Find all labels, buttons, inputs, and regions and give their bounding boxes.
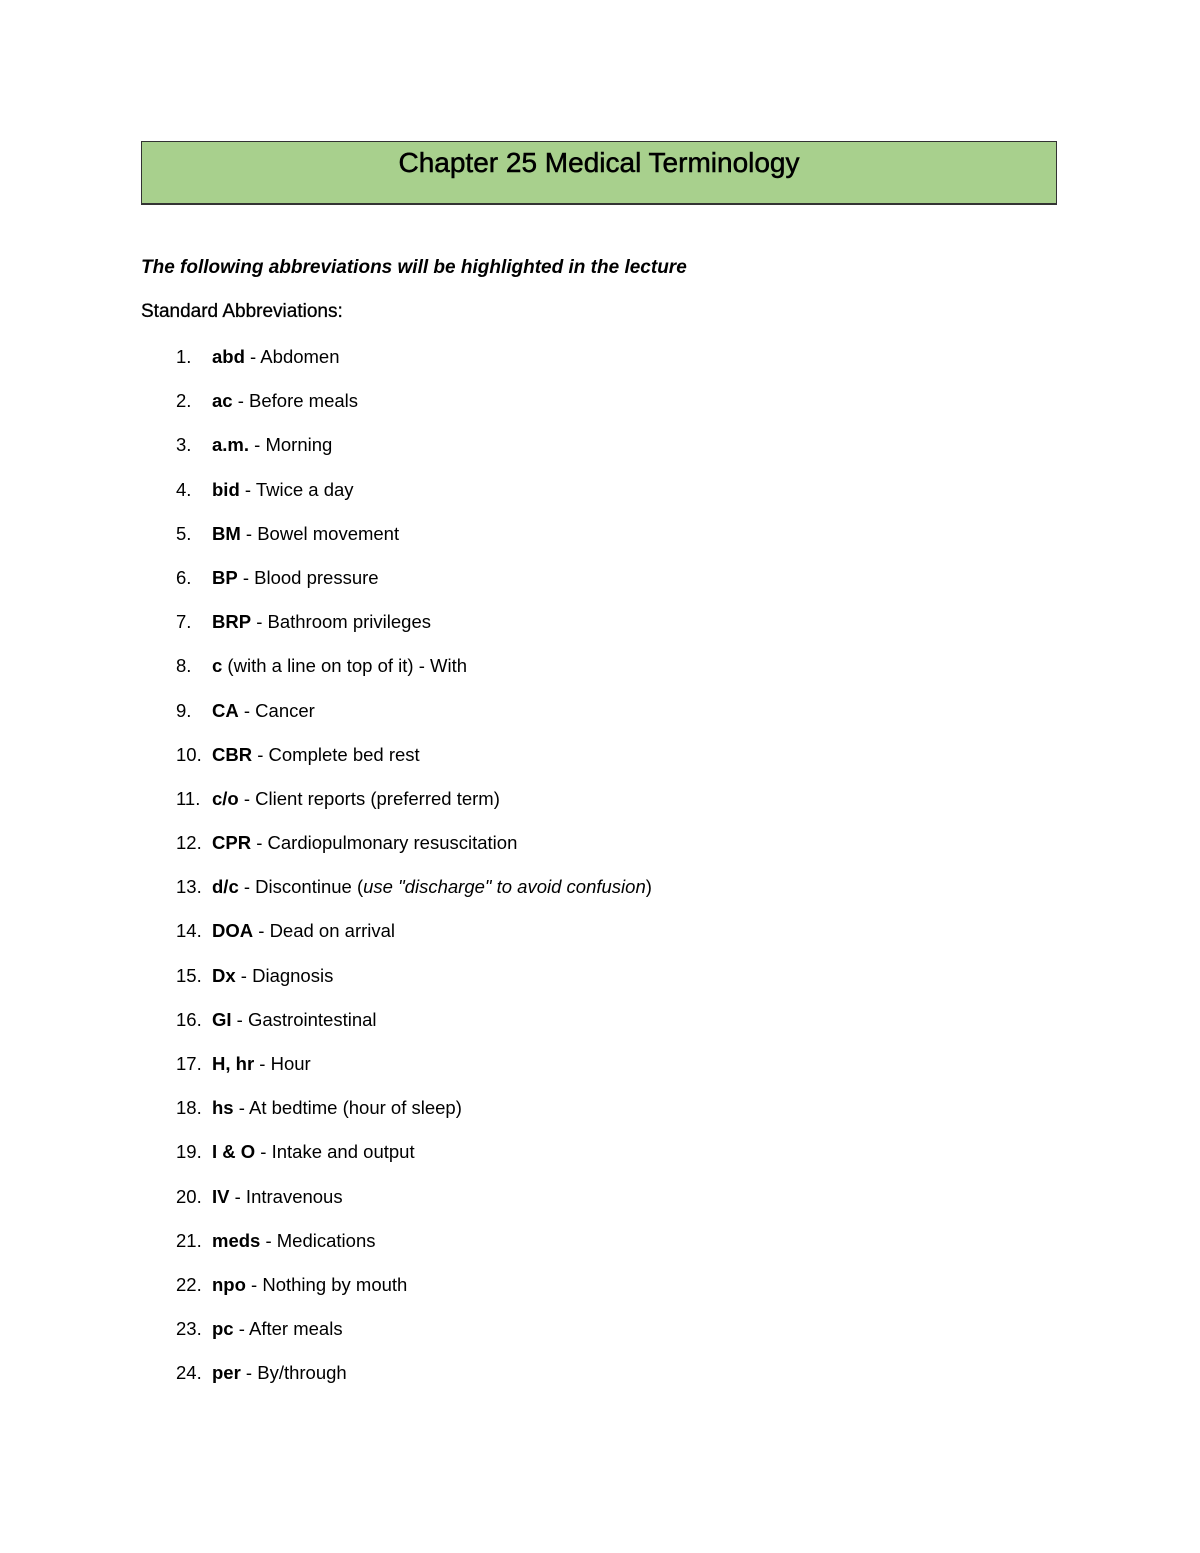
item-note-close: )	[645, 876, 652, 898]
item-meaning: - Cancer	[238, 699, 315, 721]
item-meaning: - Blood pressure	[237, 566, 379, 588]
item-abbreviation: BP	[212, 566, 238, 588]
item-number: 15.	[176, 964, 202, 986]
item-number: 11.	[176, 787, 201, 809]
item-number: 6.	[176, 566, 192, 588]
item-number: 2.	[176, 390, 192, 412]
item-entry	[212, 741, 420, 769]
item-number: 19.	[176, 1141, 202, 1163]
item-abbreviation: CBR	[212, 743, 253, 765]
item-number: 9.	[176, 699, 192, 721]
item-meaning: - Discontinue (	[238, 876, 364, 898]
item-meaning: - Nothing by mouth	[245, 1273, 408, 1295]
item-number: 17.	[176, 1053, 202, 1074]
item-number: 21.	[176, 1229, 202, 1251]
section-heading: Standard Abbreviations:	[141, 301, 343, 322]
item-meaning: - Client reports (preferred term)	[238, 787, 500, 809]
item-entry	[212, 431, 332, 459]
item-meaning: - Gastrointestinal	[231, 1008, 377, 1030]
item-number: 7.	[176, 611, 192, 633]
item-abbreviation: ac	[212, 390, 233, 412]
item-number: 12.	[176, 832, 202, 854]
item-number: 4.	[176, 478, 192, 500]
item-entry	[212, 387, 358, 415]
item-abbreviation: BM	[212, 522, 241, 544]
item-abbreviation: c	[212, 655, 223, 677]
item-abbreviation: meds	[212, 1229, 261, 1251]
item-number: 1.	[176, 346, 192, 367]
item-abbreviation: CA	[212, 699, 239, 721]
item-abbreviation: a.m.	[212, 434, 250, 456]
item-entry	[212, 873, 652, 901]
item-meaning: - Cardiopulmonary resuscitation	[251, 832, 518, 854]
item-abbreviation: d/c	[212, 876, 239, 898]
item-abbreviation: Dx	[212, 964, 236, 986]
item-entry	[212, 343, 340, 371]
item-number: 5.	[176, 522, 192, 544]
item-abbreviation: I & O	[212, 1141, 256, 1163]
item-number: 10.	[176, 743, 202, 765]
item-abbreviation: H, hr	[212, 1053, 255, 1074]
item-meaning: - Morning	[249, 434, 333, 456]
item-entry	[212, 1271, 407, 1299]
item-meaning: - Complete bed rest	[252, 743, 420, 765]
item-entry	[212, 829, 517, 857]
item-note: use "discharge" to avoid confusion	[363, 876, 646, 898]
item-number: 20.	[176, 1185, 202, 1207]
item-entry	[212, 1094, 462, 1122]
item-entry	[212, 917, 395, 945]
item-meaning: - At bedtime (hour of sleep)	[233, 1097, 462, 1119]
item-abbreviation: IV	[212, 1185, 230, 1207]
item-entry	[212, 608, 431, 636]
item-entry	[212, 1227, 375, 1255]
item-number: 14.	[176, 920, 202, 942]
item-meaning: - Dead on arrival	[253, 920, 396, 942]
item-meaning: - Medications	[260, 1229, 376, 1251]
item-number: 24.	[176, 1362, 202, 1384]
item-abbreviation: BRP	[212, 611, 252, 633]
item-number: 23.	[176, 1318, 202, 1340]
item-meaning: - Bowel movement	[240, 522, 400, 544]
item-number: 8.	[176, 655, 192, 677]
item-meaning: - Hour	[254, 1053, 311, 1074]
item-entry	[212, 785, 500, 813]
intro-text: The following abbreviations will be highlighted in the lecture	[141, 257, 687, 278]
item-meaning: - Intake and output	[255, 1141, 415, 1163]
item-entry	[212, 652, 467, 680]
page-title: Chapter 25 Medical Terminology	[398, 147, 800, 178]
item-number: 18.	[176, 1097, 202, 1119]
title-banner	[141, 141, 1057, 205]
item-entry	[212, 1183, 343, 1211]
item-abbreviation: DOA	[212, 920, 254, 942]
item-entry	[212, 520, 399, 548]
item-entry	[212, 564, 379, 592]
item-meaning: - Abdomen	[244, 346, 340, 367]
item-entry	[212, 1315, 343, 1343]
item-meaning: - Twice a day	[239, 478, 354, 500]
item-entry	[212, 1138, 415, 1166]
item-abbreviation: abd	[212, 346, 245, 367]
item-abbreviation: c/o	[212, 787, 239, 809]
item-meaning: - Before meals	[232, 390, 359, 412]
item-number: 3.	[176, 434, 192, 456]
item-entry	[212, 697, 315, 725]
item-number: 22.	[176, 1273, 202, 1295]
item-meaning: - Intravenous	[229, 1185, 343, 1207]
item-number: 16.	[176, 1008, 202, 1030]
item-abbreviation: npo	[212, 1273, 246, 1295]
item-abbreviation: per	[212, 1362, 241, 1384]
item-abbreviation: hs	[212, 1097, 234, 1119]
item-abbreviation: bid	[212, 478, 240, 500]
item-entry	[212, 1006, 377, 1034]
item-meaning: (with a line on top of it) - With	[222, 655, 467, 677]
item-abbreviation: GI	[212, 1008, 232, 1030]
item-entry	[212, 476, 354, 504]
item-meaning: - Bathroom privileges	[251, 611, 431, 633]
item-abbreviation: pc	[212, 1318, 234, 1340]
item-entry	[212, 1050, 311, 1078]
item-number: 13.	[176, 876, 202, 898]
item-meaning: - By/through	[240, 1362, 347, 1384]
item-meaning: - Diagnosis	[235, 964, 334, 986]
item-entry	[212, 1359, 347, 1387]
item-entry	[212, 962, 333, 990]
item-abbreviation: CPR	[212, 832, 252, 854]
item-meaning: - After meals	[233, 1318, 343, 1340]
